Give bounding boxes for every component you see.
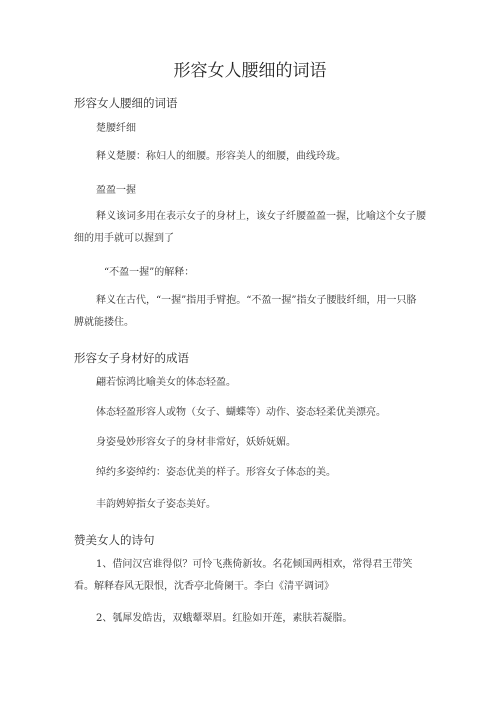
term-yingying-definition: 释义该词多用在表示女子的身材上，该女子纤腰盈盈一握，比喻这个女子腰细的用手就可以握到了: [74, 211, 426, 244]
term-chuyao-definition: 释义楚腰：称妇人的细腰。形容美人的细腰，曲线玲珑。: [96, 151, 346, 162]
term-chuyao: 楚腰纤细: [96, 123, 136, 134]
idiom-item: 丰韵娉婷指女子姿态美好。: [96, 499, 216, 510]
term-yingying: 盈盈一握: [96, 185, 136, 196]
idiom-item: 身姿曼妙形容女子的身材非常好，妖娇妩媚。: [96, 437, 296, 448]
term-buying-definition: 释义在古代，“一握”指用手臂抱。“不盈一握”指女子腰肢纤细，用一只胳膊就能搂住。: [74, 295, 417, 328]
page-title: 形容女人腰细的词语: [173, 61, 327, 81]
section-heading-poems: 赞美女人的诗句: [74, 533, 155, 547]
section-heading-figure-idioms: 形容女子身材好的成语: [74, 351, 189, 365]
poem-item: 1、借问汉宫谁得似？可怜飞燕倚新妆。名花倾国两相欢，常得君王带笑看。解释春风无限恨，沈香亭北倚阑干。李白《清平调词》: [74, 559, 413, 592]
idiom-item: 体态轻盈形容人或物（女子、蝴蝶等）动作、姿态轻柔优美漂亮。: [96, 407, 386, 418]
term-buying-heading: “不盈一握”的解释：: [104, 267, 195, 278]
poem-item: 2、瓠犀发皓齿，双蛾颦翠眉。红脸如开莲，素肤若凝脂。: [96, 613, 353, 624]
idiom-item: 绰约多姿绰约：姿态优美的样子。形容女子体态的美。: [96, 467, 336, 478]
section-heading-waist-words: 形容女人腰细的词语: [74, 96, 178, 110]
idiom-item: 翩若惊鸿比喻美女的体态轻盈。: [96, 377, 236, 388]
